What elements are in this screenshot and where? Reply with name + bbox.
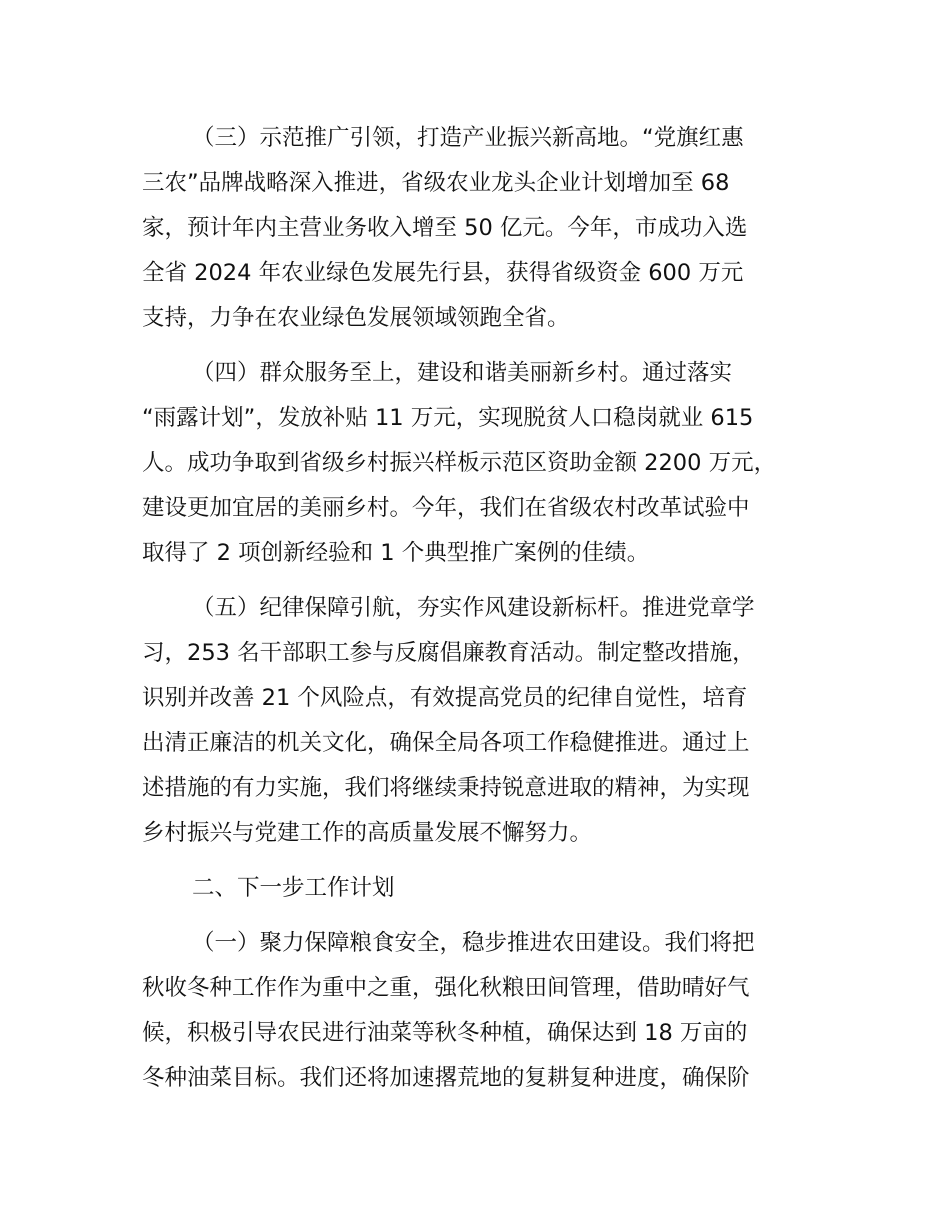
- text-line: 候，积极引导农民进行油菜等秋冬种植，确保达到 18 万亩的: [142, 1020, 748, 1046]
- section-heading-next-steps: [142, 866, 826, 911]
- paragraph-food-security: [142, 921, 826, 1101]
- paragraph-spacer: [142, 576, 826, 586]
- text-line: 习，253 名干部职工参与反腐倡廉教育活动。制定整改措施，: [142, 640, 755, 666]
- paragraph-public-service: [142, 351, 826, 576]
- text-line: 家，预计年内主营业务收入增至 50 亿元。今年，市成功入选: [142, 215, 748, 241]
- text-line: 人。成功争取到省级乡村振兴样板示范区资助金额 2200 万元，: [142, 450, 777, 476]
- text-line: 全省 2024 年农业绿色发展先行县，获得省级资金 600 万元: [142, 260, 744, 286]
- text-line: 三农”品牌战略深入推进，省级农业龙头企业计划增加至 68: [142, 170, 730, 196]
- paragraph-spacer: [142, 341, 826, 351]
- paragraph-discipline: [142, 586, 826, 856]
- paragraph-spacer: [142, 856, 826, 866]
- section-heading: 二、下一步工作计划: [192, 875, 395, 901]
- text-line: 建设更加宜居的美丽乡村。今年，我们在省级农村改革试验中: [142, 495, 750, 521]
- text-line: 述措施的有力实施，我们将继续秉持锐意进取的精神，为实现: [142, 775, 750, 801]
- text-line: 支持，力争在农业绿色发展领域领跑全省。: [142, 305, 570, 331]
- text-line: 取得了 2 项创新经验和 1 个典型推广案例的佳绩。: [142, 540, 650, 566]
- text-line: （三）示范推广引领，打造产业振兴新高地。“党旗红惠: [192, 125, 744, 151]
- text-line: 秋收冬种工作作为重中之重，强化秋粮田间管理，借助晴好气: [142, 975, 750, 1001]
- text-line: （一）聚力保障粮食安全，稳步推进农田建设。我们将把: [192, 930, 755, 956]
- text-line: “雨露计划”，发放补贴 11 万元，实现脱贫人口稳岗就业 615: [142, 405, 754, 431]
- paragraph-demonstration-promotion: [142, 116, 826, 341]
- text-line: （四）群众服务至上，建设和谐美丽新乡村。通过落实: [192, 360, 733, 386]
- text-line: 出清正廉洁的机关文化，确保全局各项工作稳健推进。通过上: [142, 730, 750, 756]
- text-line: 识别并改善 21 个风险点，有效提高党员的纪律自觉性，培育: [142, 685, 748, 711]
- text-line: 冬种油菜目标。我们还将加速撂荒地的复耕复种进度，确保阶: [142, 1065, 750, 1091]
- document-body: [142, 116, 826, 1101]
- paragraph-spacer: [142, 911, 826, 921]
- text-line: 乡村振兴与党建工作的高质量发展不懈努力。: [142, 820, 593, 846]
- text-line: （五）纪律保障引航，夯实作风建设新标杆。推进党章学: [192, 595, 755, 621]
